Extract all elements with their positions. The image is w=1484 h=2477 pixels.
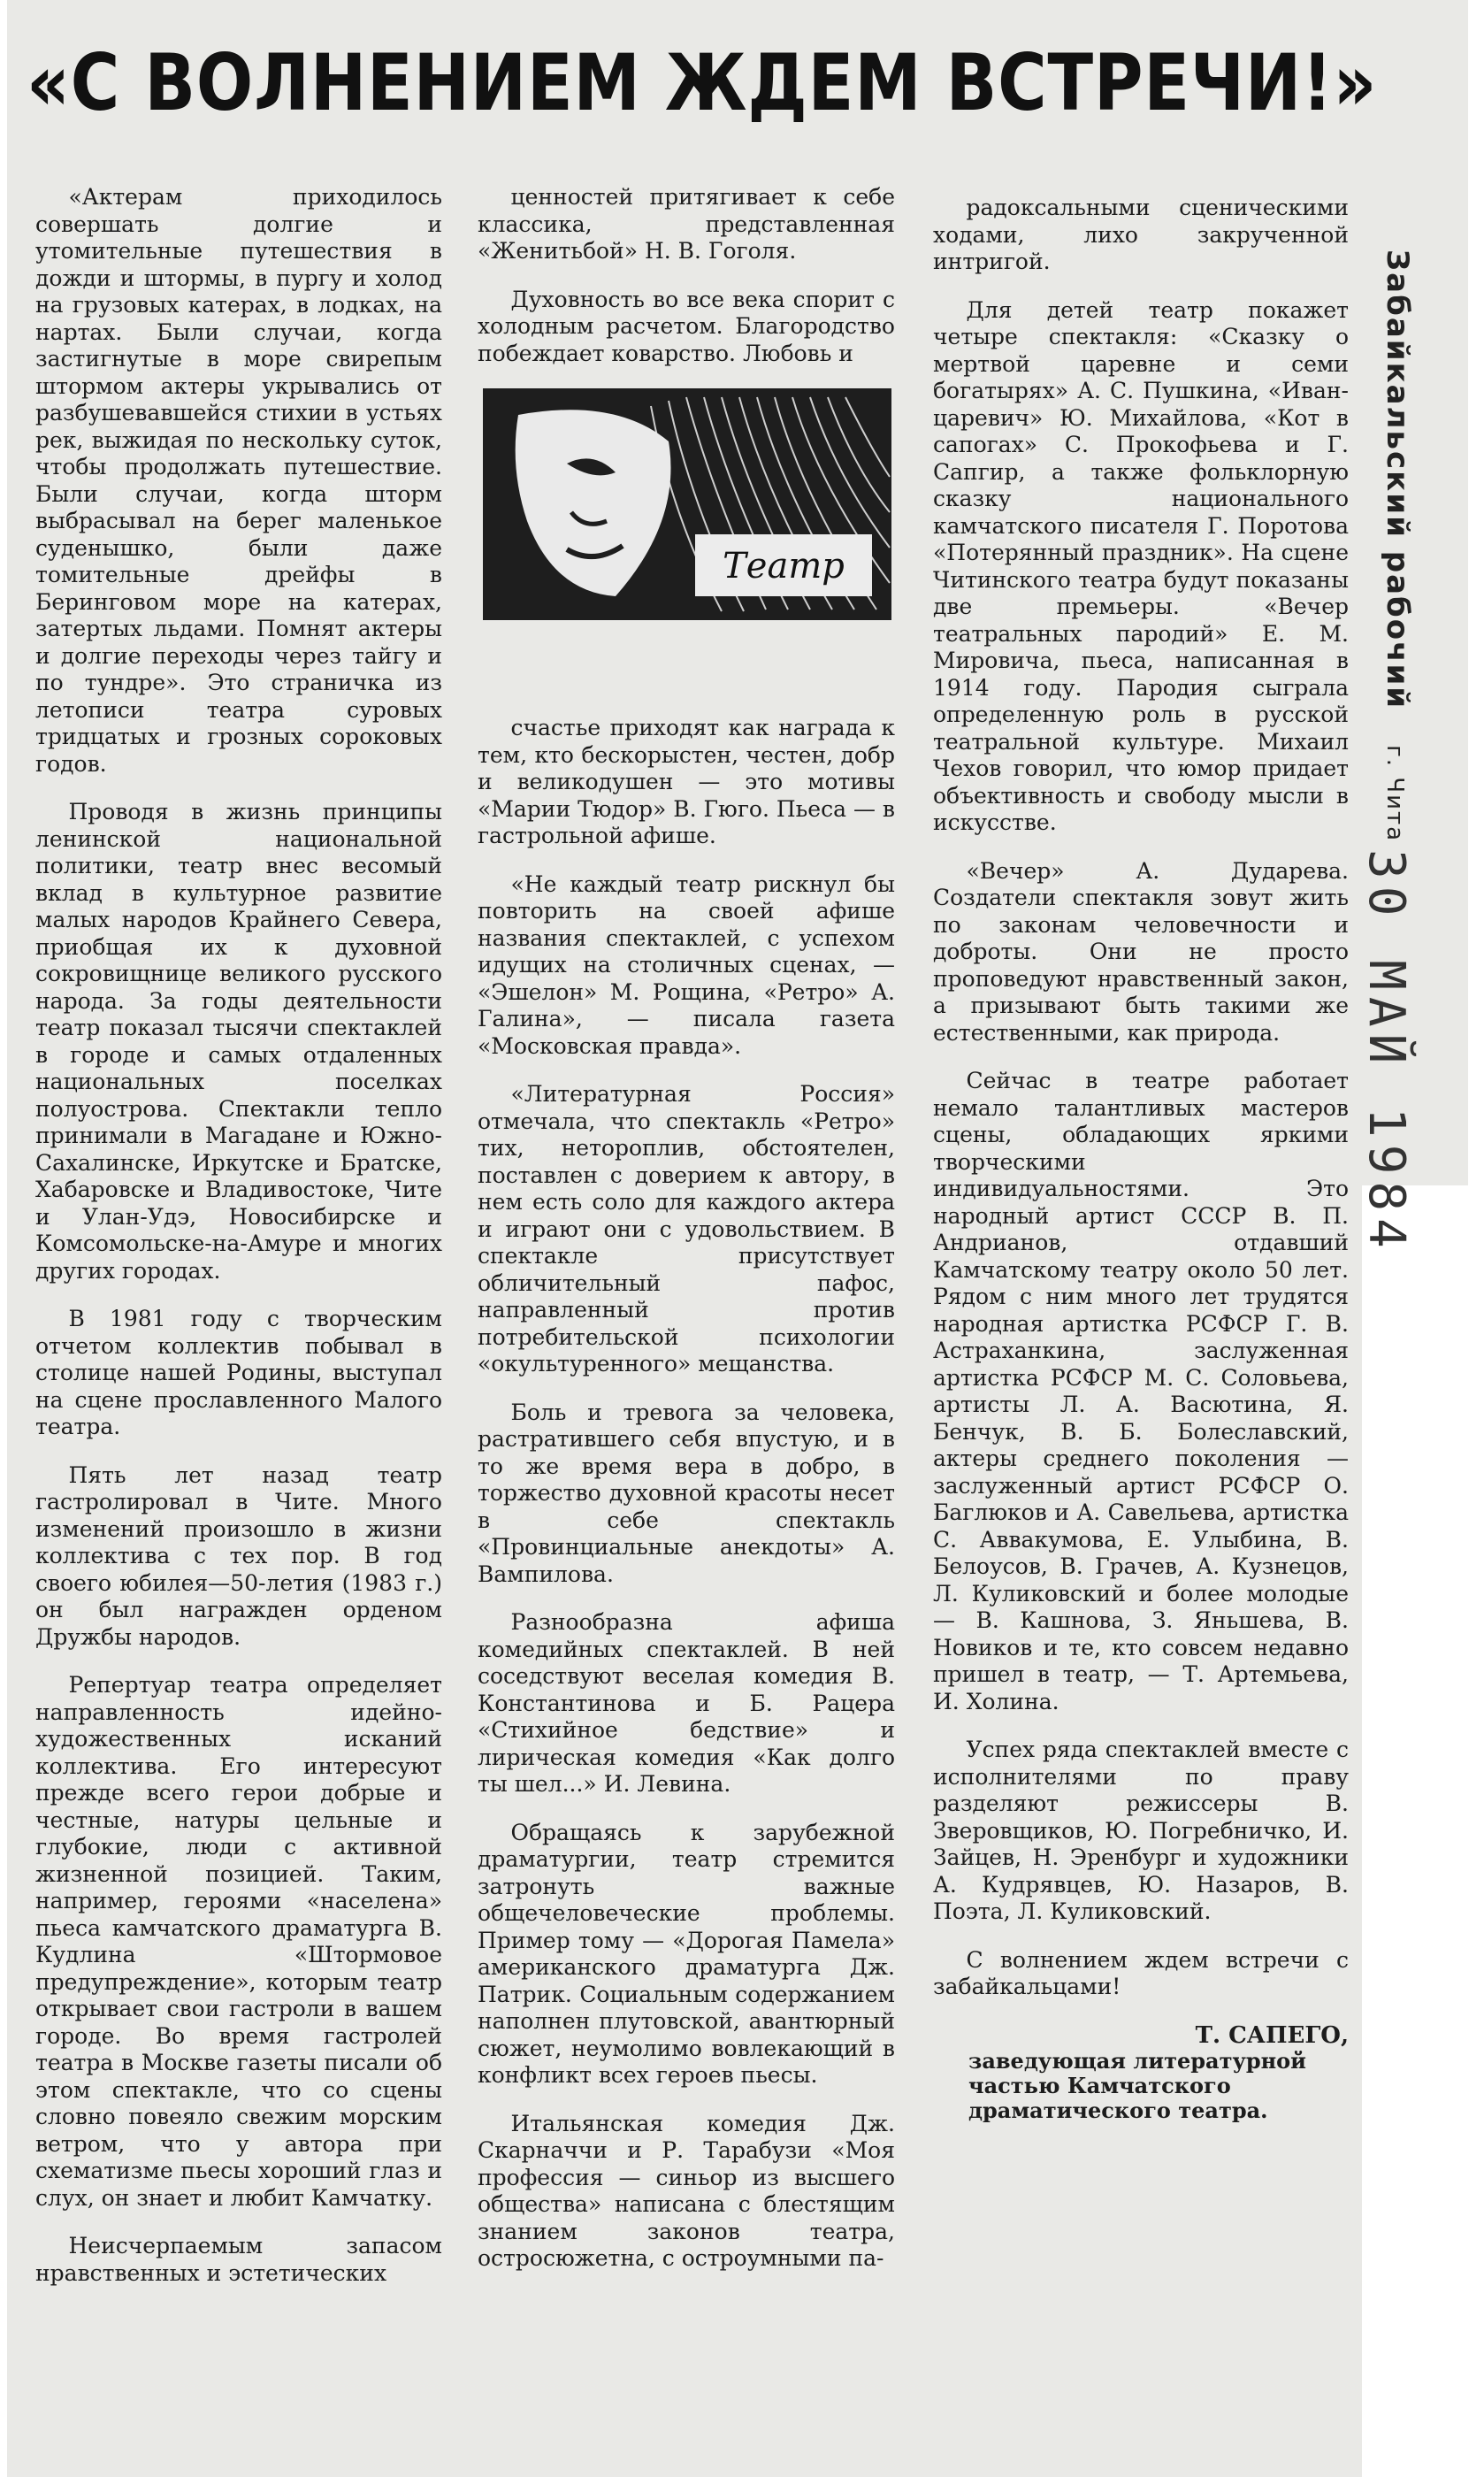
clipping-cutout <box>1362 1185 1484 2477</box>
theatre-caption: Театр <box>723 546 845 587</box>
paragraph: Духовность во все века спорит с холодным расчетом. Благородство побеждает коварство. Любовь и <box>478 286 895 366</box>
paragraph: С волнением ждем встречи с забайкальцами! <box>933 1946 1349 1999</box>
paragraph: Репертуар театра определяет направленность идейно-художественных исканий коллектива. Его интересуют прежде всего герои добрые и честные, натуры цельные и глубокие, люди с активной жизненной позицией. Таким, например, героями «населена» пьеса камчатского драматурга В. Кудлина «Штормовое предупреждение», которым театр открывает свои гастроли в вашем городе. Во время гастролей театра в Москве газеты писали об этом спектакле, что со сцены словно повеяло свежим морским ветром, что у автора при схематизме пьесы хороший глаз и слух, он знает и любит Камчатку. <box>35 1672 442 2211</box>
column-1 <box>35 184 442 2308</box>
paragraph: радоксальными сценическими ходами, лихо закрученной интригой. <box>933 195 1349 274</box>
paragraph: «Актерам приходилось совершать долгие и утомительные путешествия в дожди и штормы, в пургу и холод на грузовых катерах, в лодках, на нартах. Были случаи, когда застигнутые в море свирепым штормом актеры укрывались от разбушевавшейся стихии в устьях рек, выжидая по нескольку суток, чтобы продолжать путешествие. Были случаи, когда шторм выбрасывал на берег маленькое суденышко, были даже томительные дрейфы в Беринговом море на катерах, затертых льдами. Помнят актеры и долгие переходы через тайгу и по тундре». Это страничка из летописи театра суровых тридцатых и грозных сороковых годов. <box>35 184 442 777</box>
author-title: заведующая литературной частью Камчатского драматического театра. <box>968 2048 1306 2123</box>
column-3 <box>933 195 1349 2123</box>
date-stamp: 30 МАЙ 1984 <box>1358 849 1415 1255</box>
paragraph: «Литературная Россия» отмечала, что спектакль «Ретро» тих, нетороплив, обстоятелен, поставлен с доверием к автору, в нем есть соло для каждого актера и играют они с удовольствием. В спектакле присутствует обличительный пафос, направленный против потребительской психологии «окультуренного» мещанства. <box>478 1081 895 1377</box>
paragraph: В 1981 году с творческим отчетом коллектив побывал в столице нашей Родины, выступал на сцене прославленного Малого театра. <box>35 1306 442 1439</box>
paragraph: «Вечер» А. Дударева. Создатели спектакля зовут жить по законам человечности и доброты. Они не просто проповедуют нравственный закон, а призывают быть такими же естественными, как природа. <box>933 857 1349 1046</box>
paragraph: Успех ряда спектаклей вместе с исполнителями по праву разделяют режиссеры В. Зверовщиков, Ю. Погребничко, И. Зайцев, Н. Эренбург и художники А. Кудрявцев, Ю. Назаров, В. Поэта, Л. Куликовский. <box>933 1737 1349 1924</box>
paragraph: Проводя в жизнь принципы ленинской национальной политики, театр внес весомый вклад в культурное развитие малых народов Крайнего Севера, приобщая их к духовной сокровищнице великого русского народа. За годы деятельности театр показал тысячи спектаклей в городе и самых отдаленных национальных поселках полуострова. Спектакли тепло принимали в Магадане и Южно-Сахалинске, Иркутске и Братске, Хабаровске и Владивостоке, Чите и Улан-Удэ, Новосибирске и Комсомольске-на-Амуре и многих других городах. <box>35 799 442 1284</box>
author-signature <box>933 2022 1349 2124</box>
paragraph: Итальянская комедия Дж. Скарначчи и Р. Тарабузи «Моя профессия — синьор из высшего общества» написана с блестящим знанием законов театра, остросюжетна, с остроумными па- <box>478 2110 895 2271</box>
paragraph: Обращаясь к зарубежной драматургии, театр стремится затронуть важные общечеловеческие проблемы. Пример тому — «Дорогая Памела» американского драматурга Дж. Патрик. Социальным содержанием наполнен плутовской, авантюрный сюжет, неумолимо вовлекающий в конфликт всех героев пьесы. <box>478 1819 895 2088</box>
paragraph: ценностей притягивает к себе классика, представленная «Женитьбой» Н. В. Гоголя. <box>478 184 895 264</box>
article-headline: «С ВОЛНЕНИЕМ ЖДЕМ ВСТРЕЧИ!» <box>27 37 1378 128</box>
paragraph: счастье приходят как награда к тем, кто бескорыстен, честен, добр и великодушен — это мотивы «Марии Тюдор» В. Гюго. Пьеса — в гастрольной афише. <box>478 715 895 848</box>
paragraph: Разнообразна афиша комедийных спектаклей. В ней соседствуют веселая комедия В. Константинова и Б. Рацера «Стихийное бедствие» и лирическая комедия «Как долго ты шел...» И. Левина. <box>478 1609 895 1797</box>
newspaper-source <box>1380 249 1415 842</box>
newspaper-city: г. Чита <box>1381 745 1408 843</box>
paragraph: Для детей театр покажет четыре спектакля: «Сказку о мертвой царевне и семи богатырях» А. С. Пушкина, «Иван-царевич» Ю. Михайлова, «Кот в сапогах» С. Прокофьева и Г. Сапгир, а также фольклорную сказку национального камчатского писателя Г. Поротова «Потерянный праздник». На сцене Читинского театра будут показаны две премьеры. «Вечер театральных пародий» Е. М. Мировича, пьеса, написанная в 1914 году. Пародия сыграла определенную роль в русской театральной культуре. Михаил Чехов говорил, что юмор придает объективность и свободу мысли в искусстве. <box>933 296 1349 835</box>
column-2-continued <box>478 715 895 2294</box>
paragraph: Сейчас в театре работает немало талантливых мастеров сцены, обладающих яркими творческими индивидуальностями. Это народный артист СССР В. П. Андрианов, отдавший Камчатскому театру около 50 лет. Рядом с ним много лет трудятся народная артистка РСФСР Г. В. Астраханкина, заслуженная артистка РСФСР М. С. Соловьева, артисты Л. А. Васютина, Я. Бенчук, В. Б. Болеславский, актеры среднего поколения — заслуженный артист РСФСР О. Баглюков и А. Савельева, артистка С. Аввакумова, Е. Улыбина, В. Белоусов, В. Грачев, А. Кузнецов, Л. Куликовский и более молодые — В. Кашнова, З. Яньшева, В. Новиков и те, кто совсем недавно пришел в театр, — Т. Артемьева, И. Холина. <box>933 1068 1349 1714</box>
column-2 <box>478 184 895 2271</box>
author-name: Т. САПЕГО, <box>1195 2021 1349 2049</box>
theatre-mask-illustration <box>483 388 891 620</box>
paragraph: Неисчерпаемым запасом нравственных и эстетических <box>35 2233 442 2286</box>
paragraph: Боль и тревога за человека, растратившего себя впустую, и в то же время вера в добро, в торжество духовной красоты несет в себе спектакль «Провинциальные анекдоты» А. Вампилова. <box>478 1399 895 1587</box>
newspaper-name: Забайкальский рабочий <box>1380 249 1415 710</box>
paragraph: «Не каждый театр рискнул бы повторить на своей афише названия спектаклей, с успехом идущих на столичных сценах, — «Эшелон» М. Рощина, «Ретро» А. Галина», — писала газета «Московская правда». <box>478 870 895 1059</box>
paragraph: Пять лет назад театр гастролировал в Чите. Много изменений произошло в жизни коллектива с тех пор. В год своего юбилея—50-летия (1983 г.) он был награжден орденом Дружбы народов. <box>35 1461 442 1650</box>
